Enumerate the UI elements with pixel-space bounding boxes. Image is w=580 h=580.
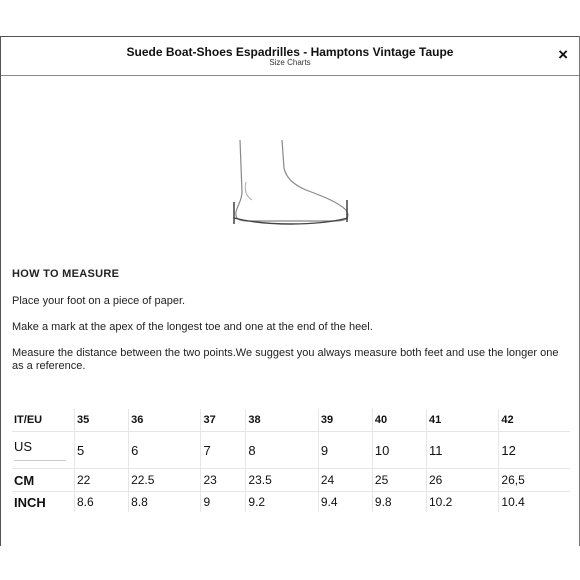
size-cell: 9.8 [372,492,426,513]
size-cell: 36 [129,409,201,432]
size-cell: 11 [426,432,498,469]
size-cell: 41 [426,409,498,432]
size-row-inch [12,492,570,513]
size-cell: 9 [318,432,372,469]
size-cell: 9.4 [318,492,372,513]
size-cell: 35 [75,409,129,432]
size-cell: 10.4 [499,492,570,513]
size-cell: 42 [499,409,570,432]
size-cell: 22.5 [129,469,201,492]
measure-step-1: Place your foot on a piece of paper. [12,295,186,307]
size-cell: 25 [372,469,426,492]
size-row-label: INCH [12,492,75,513]
size-cell: 23.5 [246,469,318,492]
foot-measure-illustration [226,132,356,232]
size-cell: 8.6 [75,492,129,513]
size-chart-table [12,409,570,512]
modal-left-border [0,36,1,546]
size-cell: 8 [246,432,318,469]
size-cell: 7 [201,432,246,469]
size-row-cm [12,469,570,492]
modal-header [0,37,580,75]
size-cell: 5 [75,432,129,469]
how-to-measure-heading: HOW TO MEASURE [12,268,120,280]
modal-title: Suede Boat-Shoes Espadrilles - Hamptons Vintage Taupe [126,45,454,59]
size-cell: 40 [372,409,426,432]
size-cell: 24 [318,469,372,492]
how-to-measure-section [12,268,572,386]
size-cell: 37 [201,409,246,432]
size-cell: 26 [426,469,498,492]
size-cell: 12 [499,432,570,469]
size-row-label: IT/EU [12,409,75,432]
size-cell: 39 [318,409,372,432]
size-cell: 9 [201,492,246,513]
size-row-label-text: US [14,439,66,461]
size-cell: 9.2 [246,492,318,513]
size-cell: 22 [75,469,129,492]
size-row-it-eu [12,409,570,432]
size-cell: 10 [372,432,426,469]
size-cell: 38 [246,409,318,432]
modal-subtitle: Size Charts [269,58,311,67]
size-row-label: CM [12,469,75,492]
size-row-us [12,432,570,469]
size-cell: 23 [201,469,246,492]
size-cell: 26,5 [499,469,570,492]
size-row-label [12,432,75,469]
size-cell: 10.2 [426,492,498,513]
size-cell: 8.8 [129,492,201,513]
measure-step-3: Measure the distance between the two points.We suggest you always measure both feet and use the longer one as a reference. [12,347,559,372]
header-divider [1,75,579,76]
measure-step-2: Make a mark at the apex of the longest toe and one at the end of the heel. [12,321,373,333]
size-cell: 6 [129,432,201,469]
close-icon[interactable]: × [558,45,568,64]
